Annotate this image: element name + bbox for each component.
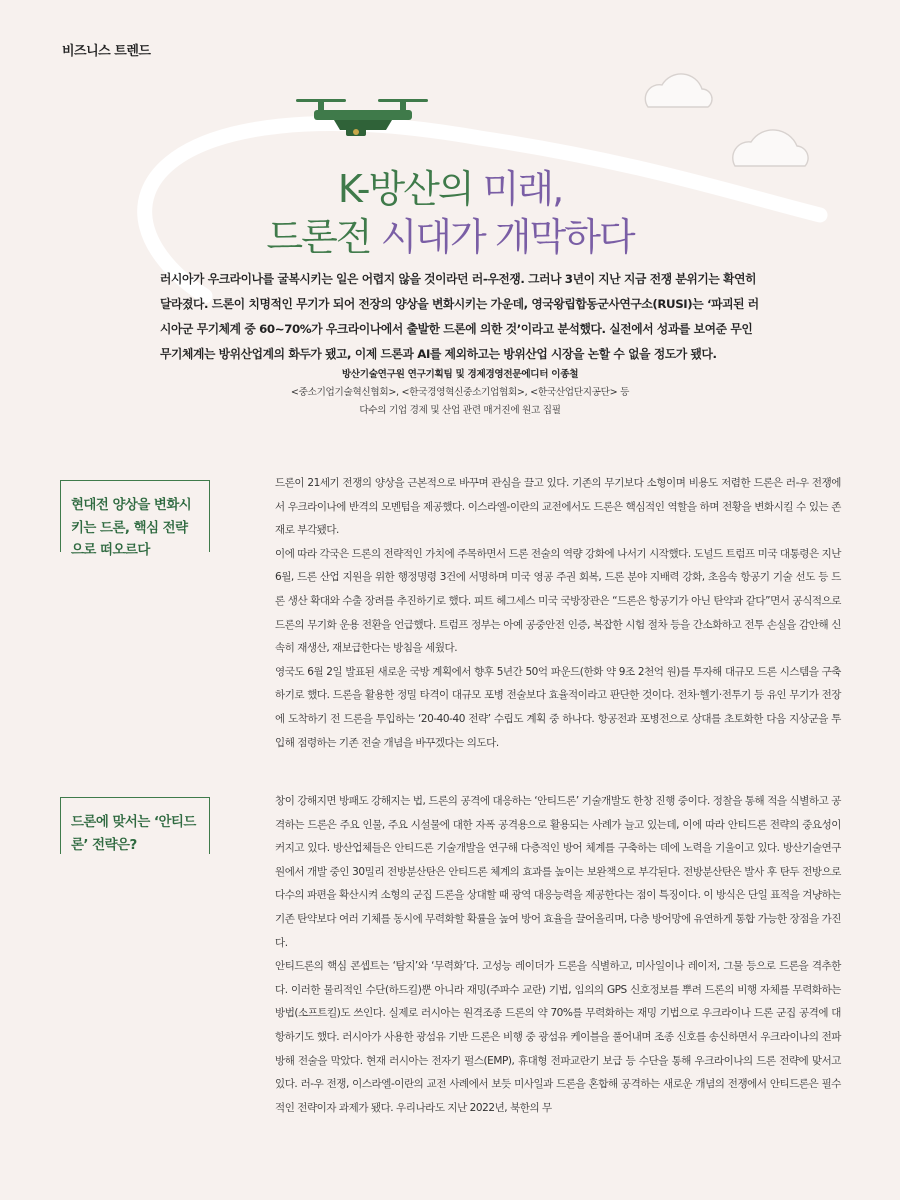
byline-credits-2: 다수의 기업 경제 및 산업 관련 매거진에 원고 집필 xyxy=(359,405,561,416)
lead-paragraph: 러시아가 우크라이나를 굴복시키는 일은 어렵지 않을 것이라던 러-우전쟁. 그러나 3년이 지난 지금 전쟁 분위기는 확연히 달라졌다. 드론이 치명적인 무기가 되어 전장의 양상을 변화시키는 가운데, 영국왕립합동군사연구소(RUSI)는 ‘파괴된 러시아군 무기체계 중 60~70%가 우크라이나에서 출발한 드론에 의한 것’이라고 분석했다. 실전에서 성과를 보여준 무인 무기체계는 방위산업계의 화두가 됐고, 이제 드론과 AI를 제외하고는 방위산업 시장을 논할 수 없을 정도가 됐다. xyxy=(160,272,759,361)
byline xyxy=(200,366,720,420)
body-paragraph: 안티드론의 핵심 콘셉트는 ‘탐지’와 ‘무력화’다. 고성능 레이더가 드론을 식별하고, 미사일이나 레이저, 그물 등으로 드론을 격추한다. 이러한 물리적인 수단(하드킬)뿐 아니라 재밍(주파수 교란) 기법, 임의의 GPS 신호정보를 뿌려 드론의 비행 자체를 무력화하는 방법(소프트킬)도 쓰인다. 실제로 러시아는 원격조종 드론의 약 70%를 무력화하는 재밍 기법으로 우크라이나 드론 군집 공격에 대항하기도 했다. 러시아가 사용한 광섬유 기반 드론은 비행 중 광섬유 케이블을 풀어내며 조종 신호를 송신하면서 우크라이나의 전파 방해 전술을 막았다. 현재 러시아는 전자기 펄스(EMP), 휴대형 전파교란기 보급 등 수단을 통해 우크라이나의 드론 전략에 맞서고 있다. 러-우 전쟁, 이스라엘-이란의 교전 사례에서 보듯 미사일과 드론을 혼합해 공격하는 새로운 개념의 전쟁에서 안티드론은 필수적인 전략이자 과제가 됐다. 우리나라도 지난 2022년, 북한의 무 xyxy=(275,960,841,1114)
body-paragraph: 이에 따라 각국은 드론의 전략적인 가치에 주목하면서 드론 전술의 역량 강화에 나서기 시작했다. 도널드 트럼프 미국 대통령은 지난 6월, 드론 산업 지원을 위한 행정명령 3건에 서명하며 미국 영공 주권 회복, 드론 분야 지배력 강화, 초음속 항공기 기술 선도 등 드론 생산 확대와 수출 장려를 추진하기로 했다. 피트 헤그세스 미국 국방장관은 “드론은 항공기가 아닌 탄약과 같다”면서 공식적으로 드론의 무기화 운용 전환을 언급했다. 트럼프 정부는 아예 공중안전 인증, 복잡한 시험 절차 등을 간소화하고 전투 손실을 감안해 신속히 재생산, 재보급한다는 방침을 세웠다. xyxy=(275,547,841,655)
body-paragraph: 영국도 6월 2일 발표된 새로운 국방 계획에서 향후 5년간 50억 파운드(한화 약 9조 2천억 원)를 투자해 대규모 드론 시스템을 구축하기로 했다. 드론을 활용한 정밀 타격이 대규모 포병 전술보다 효율적이라고 판단한 것이다. 전차·헬기·전투기 등 유인 무기가 전장에 도착하기 전 드론을 투입하는 ‘20-40-40 전략’ 수립도 계획 중 하나다. 항공전과 포병전으로 상대를 초토화한 다음 지상군을 투입해 점령하는 기존 전술 개념을 바꾸겠다는 의도다. xyxy=(275,665,841,749)
byline-credits: <중소기업기술혁신협회>, <한국경영혁신중소기업협회>, <한국산업단지공단> 등 xyxy=(290,387,630,398)
section-body-2 xyxy=(275,790,841,1120)
section-heading-2: 드론에 맞서는 ‘안티드론’ 전략은? xyxy=(60,797,210,854)
title-line-2: 드론전 시대가 개막하다 xyxy=(266,215,634,259)
byline-author: 방산기술연구원 연구기획팀 및 경제경영전문에디터 이종철 xyxy=(341,369,579,380)
section-body-1 xyxy=(275,472,841,755)
body-paragraph: 드론이 21세기 전쟁의 양상을 근본적으로 바꾸며 관심을 끌고 있다. 기존의 무기보다 소형이며 비용도 저렴한 드론은 러-우 전쟁에서 우크라이나에 반격의 모멘텀을 제공했다. 이스라엘-이란의 교전에서도 드론은 핵심적인 역할을 하며 전황을 변화시킬 수 있는 존재로 부각됐다. xyxy=(275,477,841,537)
cloud-icon xyxy=(645,74,808,166)
section-heading-1: 현대전 양상을 변화시키는 드론, 핵심 전략으로 떠오르다 xyxy=(60,480,210,552)
section-tag: 비즈니스 트렌드 xyxy=(62,44,151,59)
title-line-1: K-방산의 미래, xyxy=(337,167,563,211)
body-paragraph: 창이 강해지면 방패도 강해지는 법, 드론의 공격에 대응하는 ‘안티드론’ 기술개발도 한창 진행 중이다. 정찰을 통해 적을 식별하고 공격하는 드론은 주요 인물, 주요 시설물에 대한 자폭 공격용으로 활용되는 사례가 늘고 있는데, 이에 따라 안티드론 전략의 중요성이 커지고 있다. 방산업체들은 안티드론 기술개발을 연구해 다층적인 방어 체계를 구축하는 데에 노력을 기울이고 있다. 방산기술연구원에서 개발 중인 30밀리 전방분산탄은 안티드론 체계의 효과를 높이는 보완책으로 부각된다. 전방분산탄은 발사 후 탄두 전방으로 다수의 파편을 확산시켜 소형의 군집 드론을 상대할 때 광역 대응능력을 제공한다는 점이 특징이다. 이 방식은 단일 표적을 겨냥하는 기존 탄약보다 여러 기체를 동시에 무력화할 확률을 높여 방어 효율을 끌어올리며, 다층 방어망에 유연하게 통합 가능한 장점을 가진다. xyxy=(275,795,841,949)
